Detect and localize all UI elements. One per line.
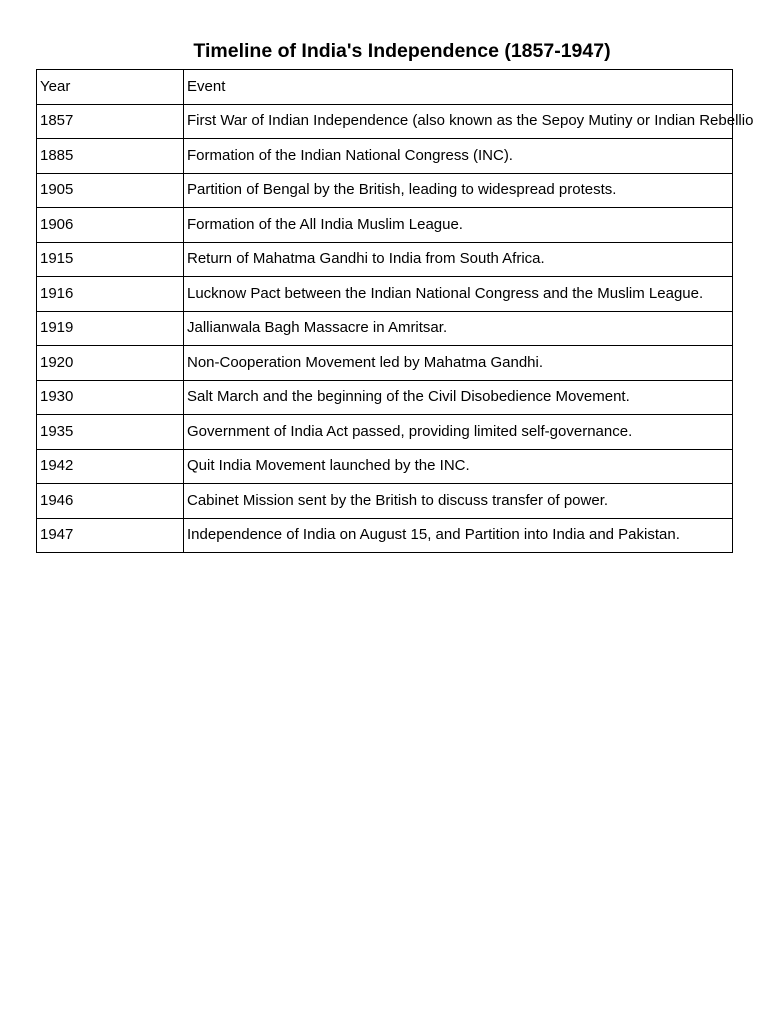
year-cell: 1935 (37, 415, 184, 450)
event-cell: Return of Mahatma Gandhi to India from South Africa. (184, 242, 733, 277)
year-cell: 1947 (37, 518, 184, 553)
table-row (37, 173, 733, 208)
year-cell: 1857 (37, 104, 184, 139)
table-row (37, 208, 733, 243)
year-cell: 1885 (37, 139, 184, 174)
event-cell: Salt March and the beginning of the Civil Disobedience Movement. (184, 380, 733, 415)
header-event: Event (184, 70, 733, 105)
table-row (37, 242, 733, 277)
year-cell: 1942 (37, 449, 184, 484)
table-row (37, 449, 733, 484)
event-cell: Independence of India on August 15, and Partition into India and Pakistan. (184, 518, 733, 553)
table-row (37, 277, 733, 312)
event-cell: Cabinet Mission sent by the British to discuss transfer of power. (184, 484, 733, 519)
event-cell: Formation of the All India Muslim League. (184, 208, 733, 243)
year-cell: 1920 (37, 346, 184, 381)
table-row (37, 104, 733, 139)
event-cell: Formation of the Indian National Congress (INC). (184, 139, 733, 174)
table-row (37, 415, 733, 450)
table-row (37, 346, 733, 381)
table-header-row (37, 70, 733, 105)
timeline-table-body (37, 70, 754, 553)
event-cell: Quit India Movement launched by the INC. (184, 449, 733, 484)
event-cell: Partition of Bengal by the British, leading to widespread protests. (184, 173, 733, 208)
table-row (37, 484, 733, 519)
table-row (37, 311, 733, 346)
year-cell: 1915 (37, 242, 184, 277)
page-title: Timeline of India's Independence (1857-1947) (193, 40, 611, 62)
timeline-table (36, 69, 754, 553)
year-cell: 1905 (37, 173, 184, 208)
table-row (37, 380, 733, 415)
year-cell: 1906 (37, 208, 184, 243)
table-row (37, 139, 733, 174)
table-row (37, 518, 733, 553)
year-cell: 1919 (37, 311, 184, 346)
event-cell: First War of Indian Independence (also known as the Sepoy Mutiny or Indian Rebellio (184, 104, 733, 139)
year-cell: 1930 (37, 380, 184, 415)
event-cell: Government of India Act passed, providing limited self-governance. (184, 415, 733, 450)
header-year: Year (37, 70, 184, 105)
year-cell: 1946 (37, 484, 184, 519)
year-cell: 1916 (37, 277, 184, 312)
event-cell: Non-Cooperation Movement led by Mahatma Gandhi. (184, 346, 733, 381)
event-cell: Lucknow Pact between the Indian National Congress and the Muslim League. (184, 277, 733, 312)
event-cell: Jallianwala Bagh Massacre in Amritsar. (184, 311, 733, 346)
